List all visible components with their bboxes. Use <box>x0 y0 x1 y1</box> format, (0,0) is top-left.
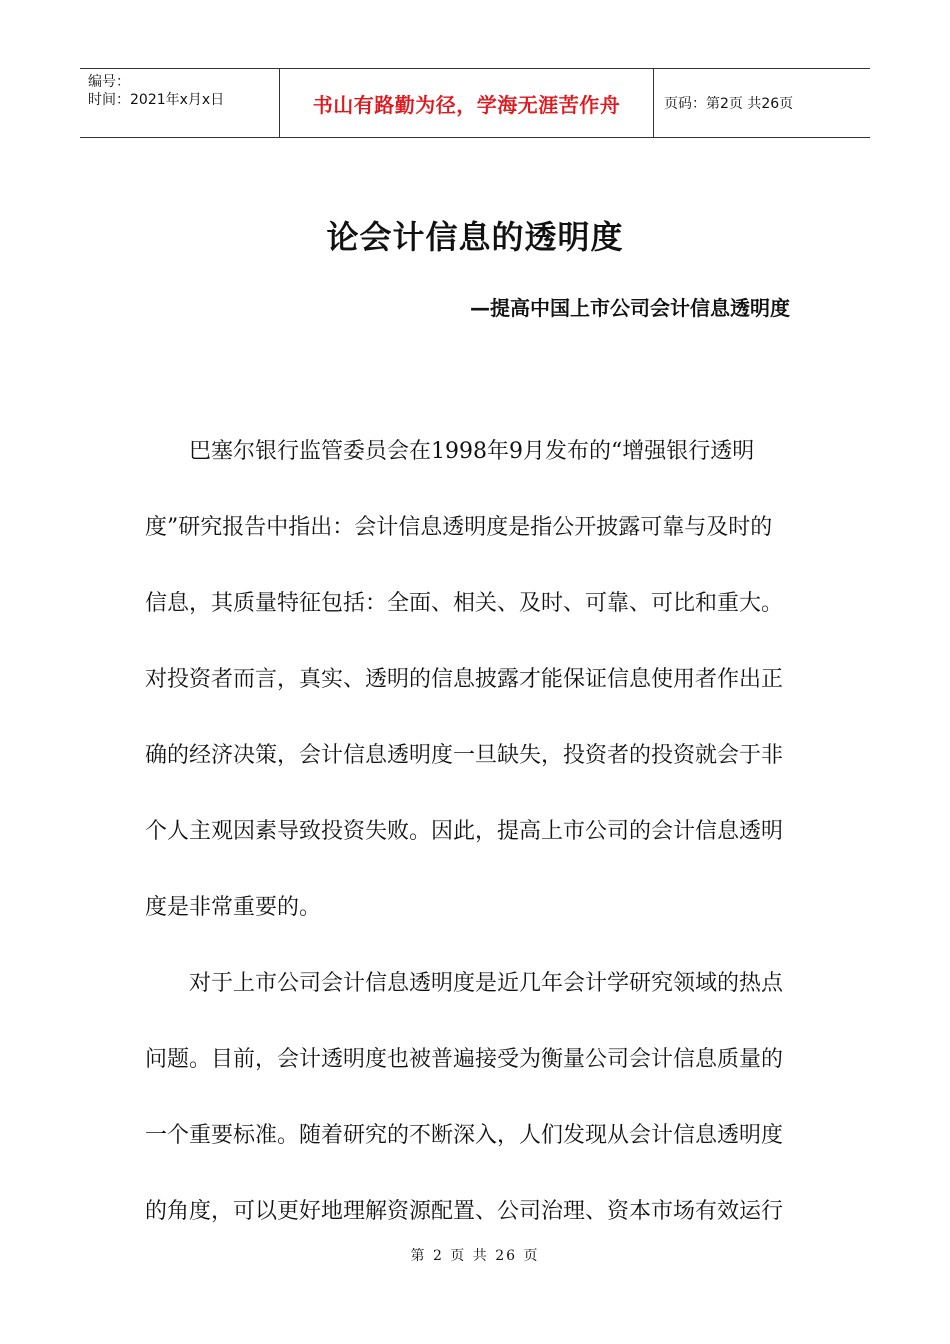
text-line: 对投资者而言，真实、透明的信息披露才能保证信息使用者作出正 <box>145 667 784 692</box>
header-meta <box>80 69 280 137</box>
text-line: 度是非常重要的。 <box>145 895 322 920</box>
text-line: 信息，其质量特征包括：全面、相关、及时、可靠、可比和重大。 <box>145 591 784 616</box>
document-title: 论会计信息的透明度 <box>326 218 624 256</box>
paragraph <box>145 433 805 965</box>
document-subtitle: —提高中国上市公司会计信息透明度 <box>470 296 790 320</box>
document-body <box>145 433 805 1269</box>
text-line: 一个重要标准。随着研究的不断深入，人们发现从会计信息透明度 <box>145 1123 784 1148</box>
text-line: 确的经济决策，会计信息透明度一旦缺失，投资者的投资就会于非 <box>145 743 784 768</box>
paragraph <box>145 965 805 1269</box>
page-footer: 第 2 页 共 26 页 <box>410 1248 540 1264</box>
serial-label: 编号： <box>88 74 130 90</box>
page-header <box>80 68 870 138</box>
text-line: 个人主观因素导致投资失败。因此，提高上市公司的会计信息透明 <box>145 819 784 844</box>
header-motto: 书山有路勤为径，学海无涯苦作舟 <box>280 69 654 137</box>
text-line: 的角度，可以更好地理解资源配置、公司治理、资本市场有效运行 <box>145 1199 784 1224</box>
text-line: 对于上市公司会计信息透明度是近几年会计学研究领域的热点 <box>189 971 784 996</box>
text-line: 问题。目前，会计透明度也被普遍接受为衡量公司会计信息质量的 <box>145 1047 784 1072</box>
text-line: 巴塞尔银行监管委员会在1998年9月发布的“增强银行透明 <box>189 439 755 464</box>
header-page-info: 页码：第2页 共26页 <box>664 96 794 112</box>
text-line: 度”研究报告中指出：会计信息透明度是指公开披露可靠与及时的 <box>145 515 773 540</box>
time-label: 时间：2021年x月x日 <box>88 92 225 108</box>
